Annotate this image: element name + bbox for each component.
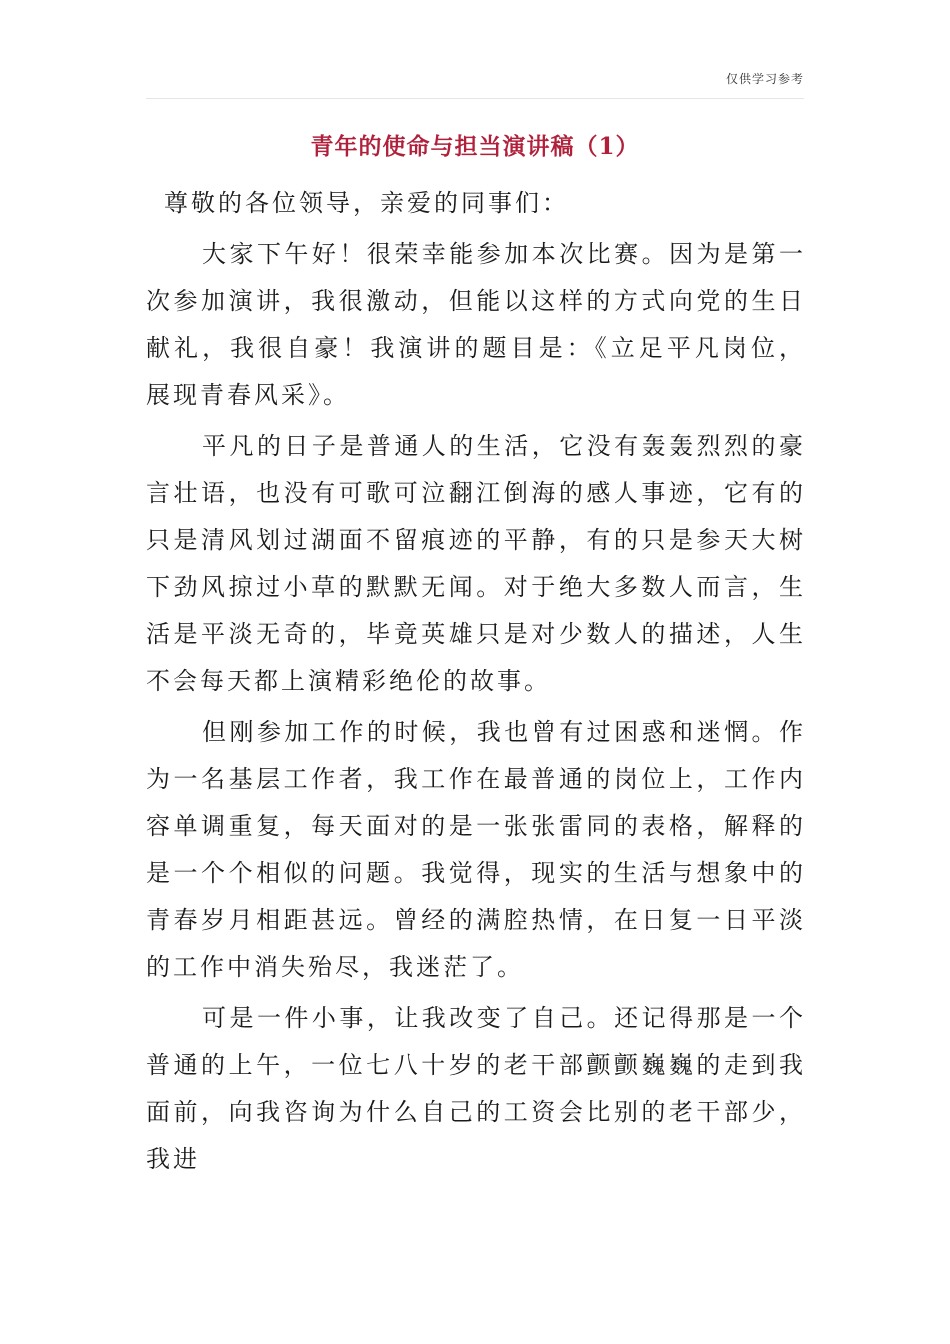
paragraph-1: 大家下午好！很荣幸能参加本次比赛。因为是第一次参加演讲，我很激动，但能以这样的方式向党的生日献礼，我很自豪！我演讲的题目是：《立足平凡岗位，展现青春风采》。	[146, 240, 806, 409]
header-divider	[146, 98, 804, 99]
paragraph-3: 但刚参加工作的时候，我也曾有过困惑和迷惘。作为一名基层工作者，我工作在最普通的岗位上，工作内容单调重复，每天面对的是一张张雷同的表格，解释的是一个个相似的问题。我觉得，现实的生活与想象中的青春岁月相距甚远。曾经的满腔热情，在日复一日平淡的工作中消失殆尽，我迷茫了。	[146, 718, 806, 981]
paragraph-2: 平凡的日子是普通人的生活，它没有轰轰烈烈的豪言壮语，也没有可歌可泣翻江倒海的感人事迹，它有的只是清风划过湖面不留痕迹的平静，有的只是参天大树下劲风掠过小草的默默无闻。对于绝大多数人而言，生活是平淡无奇的，毕竟英雄只是对少数人的描述，人生不会每天都上演精彩绝伦的故事。	[146, 432, 806, 695]
paragraph-4: 可是一件小事，让我改变了自己。还记得那是一个普通的上午，一位七八十岁的老干部颤颤巍巍的走到我面前，向我咨询为什么自己的工资会比别的老干部少，我进	[146, 1004, 806, 1173]
salutation: 尊敬的各位领导，亲爱的同事们：	[164, 189, 569, 217]
header-note: 仅供学习参考	[725, 72, 804, 86]
document-title: 青年的使命与担当演讲稿（1）	[310, 133, 640, 160]
document-body	[146, 180, 806, 1187]
